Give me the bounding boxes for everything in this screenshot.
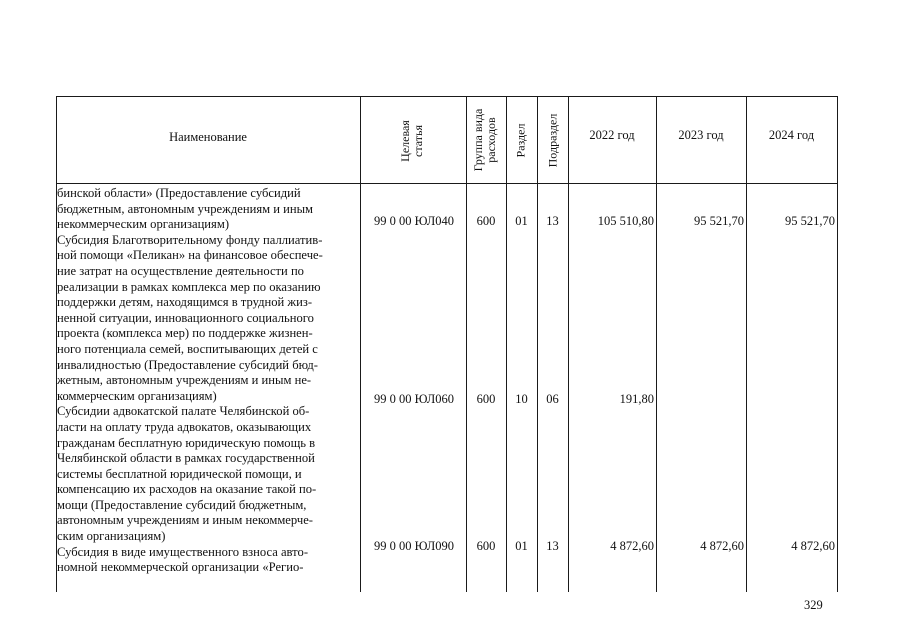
row-value-2023: 4 872,60 — [700, 539, 744, 553]
table-border-right — [837, 96, 838, 592]
name-line: бинской области» (Предоставление субсидий — [57, 186, 301, 200]
row-article: 99 0 00 ЮЛ040 — [373, 214, 455, 228]
row-value-2024: 95 521,70 — [785, 214, 835, 228]
row-group: 600 — [476, 539, 496, 553]
name-line: некоммерческим организациям) — [57, 217, 230, 232]
name-line: автономным учреждениям и иным некоммерче- — [57, 513, 313, 528]
header-target-article — [399, 111, 425, 171]
name-line: ного потенциала семей, воспитывающих детей с — [57, 341, 318, 356]
name-line: коммерческим организациям) — [57, 388, 217, 403]
column-divider — [656, 96, 657, 592]
row-article: 99 0 00 ЮЛ090 — [373, 539, 455, 553]
name-line: ние затрат на осуществление деятельности по — [57, 263, 304, 278]
name-line: проекта (комплекса мер) по поддержке жизнен- — [57, 326, 313, 341]
header-year-2023: 2023 год — [678, 128, 724, 142]
header-target-article-line: статья — [411, 125, 425, 157]
row-subsection: 13 — [546, 539, 559, 553]
header-subsection: Подраздел — [545, 113, 560, 168]
column-divider — [466, 96, 467, 592]
row-section: 01 — [515, 539, 528, 553]
header-expense-group — [472, 100, 500, 180]
row-section: 01 — [515, 214, 528, 228]
row-subsection: 13 — [546, 214, 559, 228]
name-line: ной помощи «Пеликан» на финансовое обеспече- — [57, 248, 323, 263]
budget-table — [56, 96, 838, 592]
header-divider — [56, 183, 838, 184]
name-line: ласти на оплату труда адвокатов, оказывающих — [57, 419, 312, 434]
name-line: реализации в рамках комплекса мер по оказанию — [57, 279, 321, 294]
column-divider — [360, 96, 361, 592]
row-value-2022: 191,80 — [619, 392, 654, 406]
row-value-2022: 4 872,60 — [610, 539, 654, 553]
name-line: бюджетным, автономным учреждениям и иным — [57, 201, 314, 216]
name-line: мощи (Предоставление субсидий бюджетным, — [57, 497, 307, 512]
name-line: компенсацию их расходов на оказание такой по- — [57, 482, 317, 497]
row-article: 99 0 00 ЮЛ060 — [373, 392, 455, 406]
header-expense-group-line: расходов — [484, 117, 498, 163]
column-divider — [746, 96, 747, 592]
name-line: инвалидностью (Предоставление субсидий бюд- — [57, 357, 318, 372]
row-subsection: 06 — [546, 392, 559, 406]
header-year-2022: 2022 год — [589, 128, 635, 142]
name-line: ским организациям) — [57, 529, 166, 544]
row-value-2024: 4 872,60 — [791, 539, 835, 553]
row-value-2022: 105 510,80 — [597, 214, 654, 228]
header-expense-group-line: Группа вида — [471, 108, 485, 172]
name-line: системы бесплатной юридической помощи, и — [57, 466, 302, 481]
row-group: 600 — [476, 392, 496, 406]
name-line: Субсидии адвокатской палате Челябинской об- — [57, 404, 310, 419]
name-line: жетным, автономным учреждениям и иным не- — [57, 373, 312, 388]
name-line: ненной ситуации, инновационного социального — [57, 310, 314, 325]
name-line: Субсидия в виде имущественного взноса авто- — [57, 544, 309, 559]
header-name: Наименование — [169, 130, 247, 144]
column-divider — [568, 96, 569, 592]
header-target-article-line: Целевая — [398, 120, 412, 162]
name-line: поддержки детям, находящимся в трудной жиз- — [57, 295, 313, 310]
column-divider — [537, 96, 538, 592]
name-line: Субсидия Благотворительному фонду паллиатив- — [57, 232, 323, 247]
name-line: Челябинской области в рамках государственной — [57, 451, 315, 466]
name-line: гражданам бесплатную юридическую помощь в — [57, 435, 316, 450]
header-year-2024: 2024 год — [768, 128, 815, 142]
column-divider — [506, 96, 507, 592]
name-column — [57, 186, 359, 576]
row-section: 10 — [515, 392, 528, 406]
table-border-top — [56, 96, 838, 97]
row-group: 600 — [476, 214, 496, 228]
name-line: номной некоммерческой организации «Регио- — [57, 560, 304, 575]
row-value-2023: 95 521,70 — [694, 214, 744, 228]
header-section: Раздел — [513, 123, 528, 158]
page-number: 329 — [804, 598, 823, 612]
